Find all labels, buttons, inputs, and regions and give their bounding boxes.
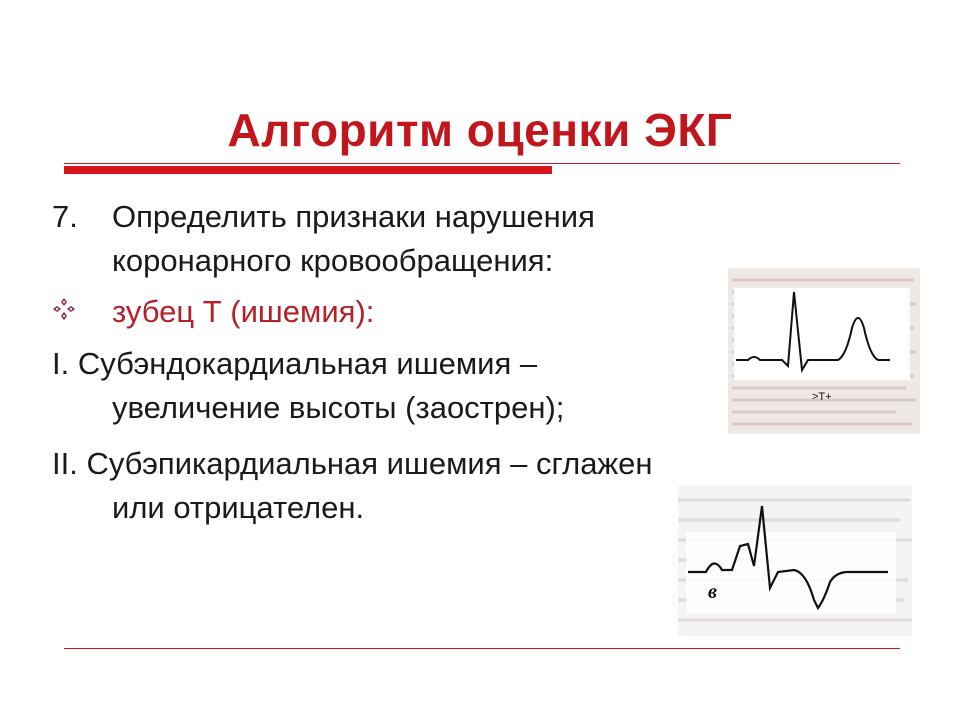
item-ii-line-2: или отрицателен. [112, 490, 365, 525]
item-i-line-2: увеличение высоты (заострен); [112, 390, 565, 425]
title-underline-thick [64, 166, 552, 174]
bullet-t-wave: зубец Т (ишемия): [112, 294, 375, 329]
slide-title: Алгоритм оценки ЭКГ [227, 104, 733, 156]
diamond-bullet-icon [52, 297, 76, 321]
item-i-line-1: I. Субэндокардиальная ишемия – [52, 346, 538, 381]
title-underline-thin [64, 163, 900, 164]
item-7-line-1: Определить признаки нарушения [112, 199, 595, 234]
footer-rule [64, 648, 900, 649]
ecg-negative-t-wave-image [678, 486, 912, 636]
ecg-top-label: >T+ [812, 391, 832, 403]
ecg-peaked-t-wave-image [728, 268, 920, 434]
item-7-number: 7. [52, 199, 78, 234]
ecg-bottom-label: в [708, 581, 717, 603]
item-7-line-2: коронарного кровообращения: [112, 243, 554, 278]
item-ii-line-1: II. Субэпикардиальная ишемия – сглажен [52, 446, 653, 481]
